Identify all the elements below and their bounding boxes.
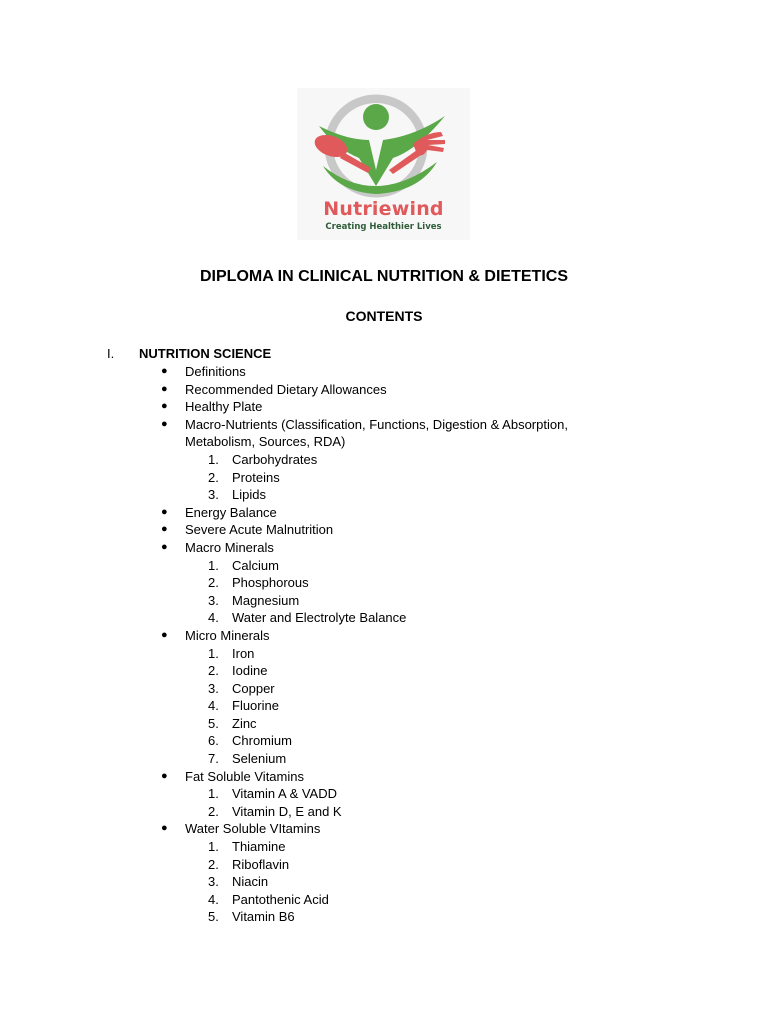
subtopic-number: 2.: [208, 803, 219, 819]
subtopic-number: 4.: [208, 698, 219, 714]
subtopic-number: 2.: [208, 663, 219, 679]
subtopic-number: 1.: [208, 557, 219, 573]
contents-heading: CONTENTS: [345, 308, 423, 324]
subtopic-item: [0, 785, 768, 803]
subtopic-label: Riboflavin: [232, 856, 290, 872]
subtopic-number: 2.: [208, 469, 219, 485]
topic-label: Definitions: [185, 364, 246, 379]
subtopic-label: Niacin: [232, 874, 269, 890]
subtopic-label: Fluorine: [232, 698, 279, 714]
subtopic-item: [0, 908, 768, 926]
subtopic-item: [0, 697, 768, 715]
topic-label: Recommended Dietary Allowances: [185, 381, 387, 397]
topic-label: Water Soluble VItamins: [185, 821, 321, 837]
logo-tagline: Creating Healthier Lives: [325, 222, 442, 232]
subtopic-label: Magnesium: [232, 592, 300, 608]
topic-label: Macro Minerals: [185, 539, 274, 555]
bullet-icon: ●: [161, 400, 168, 413]
subtopic-number: 1.: [208, 451, 219, 467]
bullet-icon: ●: [161, 523, 168, 536]
topic-label: Energy Balance: [185, 504, 277, 520]
topic-list: [0, 363, 768, 926]
bullet-icon: ●: [161, 505, 168, 518]
subtopic-item: [0, 609, 768, 627]
subtopic-number: 3.: [208, 680, 219, 696]
document-title: DIPLOMA IN CLINICAL NUTRITION & DIETETICS: [200, 268, 568, 285]
subtopic-number: 2.: [208, 856, 219, 872]
topic-item: [0, 820, 768, 838]
subtopic-number: 1.: [208, 839, 219, 855]
topic-item: [0, 381, 768, 399]
nutriewind-logo: [297, 88, 470, 240]
subtopic-label: Proteins: [232, 469, 280, 485]
subtopic-label: Thiamine: [232, 839, 286, 855]
topic-item: [0, 768, 768, 786]
subtopic-item: [0, 803, 768, 821]
bullet-icon: ●: [161, 417, 168, 430]
topic-label: Micro Minerals: [185, 627, 270, 643]
subtopic-label: Vitamin A & VADD: [232, 786, 338, 802]
subtopic-item: [0, 750, 768, 768]
bullet-icon: ●: [161, 628, 168, 641]
subtopic-item: [0, 856, 768, 874]
logo-wordmark: Nutriewind: [323, 198, 444, 220]
topic-item: [0, 416, 768, 451]
topic-item: [0, 521, 768, 539]
subtopic-item: [0, 838, 768, 856]
subtopic-item: [0, 645, 768, 663]
subtopic-number: 4.: [208, 610, 219, 626]
subtopic-label: Copper: [232, 680, 275, 696]
topic-label: Macro-Nutrients (Classification, Functions, Digestion & Absorption, Metabolism, Sources, RDA): [185, 416, 568, 450]
subtopic-label: Selenium: [232, 751, 287, 767]
subtopic-number: 1.: [208, 786, 219, 802]
subtopic-number: 4.: [208, 891, 219, 907]
bullet-icon: ●: [161, 382, 168, 395]
topic-item: [0, 363, 768, 381]
topic-label: Severe Acute Malnutrition: [185, 522, 334, 538]
bullet-icon: ●: [161, 365, 168, 377]
subtopic-number: 3.: [208, 874, 219, 890]
subtopic-label: Chromium: [232, 733, 292, 749]
subtopic-label: Vitamin B6: [232, 909, 295, 925]
section-title: NUTRITION SCIENCE: [139, 346, 272, 361]
section-number: I.: [107, 346, 115, 361]
subtopic-label: Carbohydrates: [232, 451, 318, 467]
subtopic-number: 3.: [208, 592, 219, 608]
bullet-icon: ●: [161, 769, 168, 782]
subtopic-label: Pantothenic Acid: [232, 891, 329, 907]
subtopic-item: [0, 715, 768, 733]
subtopic-label: Vitamin D, E and K: [232, 803, 342, 819]
subtopic-item: [0, 592, 768, 610]
subtopic-label: Iodine: [232, 663, 268, 679]
subtopic-label: Lipids: [232, 487, 266, 503]
subtopic-item: [0, 680, 768, 698]
subtopic-number: 3.: [208, 487, 219, 503]
subtopic-number: 7.: [208, 751, 219, 767]
subtopic-number: 5.: [208, 715, 219, 731]
subtopic-label: Zinc: [232, 715, 257, 731]
subtopic-item: [0, 574, 768, 592]
bullet-icon: ●: [161, 822, 168, 835]
subtopic-number: 2.: [208, 575, 219, 591]
subtopic-label: Calcium: [232, 557, 279, 573]
subtopic-item: [0, 469, 768, 487]
subtopic-item: [0, 873, 768, 891]
subtopic-number: 5.: [208, 909, 219, 925]
subtopic-label: Phosphorous: [232, 575, 309, 591]
subtopic-item: [0, 732, 768, 750]
subtopic-item: [0, 662, 768, 680]
topic-item: [0, 504, 768, 522]
subtopic-item: [0, 486, 768, 504]
topic-item: [0, 539, 768, 557]
topic-item: [0, 627, 768, 645]
subtopic-number: 6.: [208, 733, 219, 749]
subtopic-number: 1.: [208, 645, 219, 661]
subtopic-item: [0, 557, 768, 575]
subtopic-label: Iron: [232, 645, 255, 661]
subtopic-label: Water and Electrolyte Balance: [232, 610, 407, 626]
subtopic-item: [0, 451, 768, 469]
topic-item: [0, 398, 768, 416]
section-heading: [0, 345, 768, 363]
topic-label: Fat Soluble Vitamins: [185, 768, 304, 784]
topic-label: Healthy Plate: [185, 399, 263, 415]
contents-section: [0, 345, 768, 926]
subtopic-item: [0, 891, 768, 909]
bullet-icon: ●: [161, 540, 168, 553]
